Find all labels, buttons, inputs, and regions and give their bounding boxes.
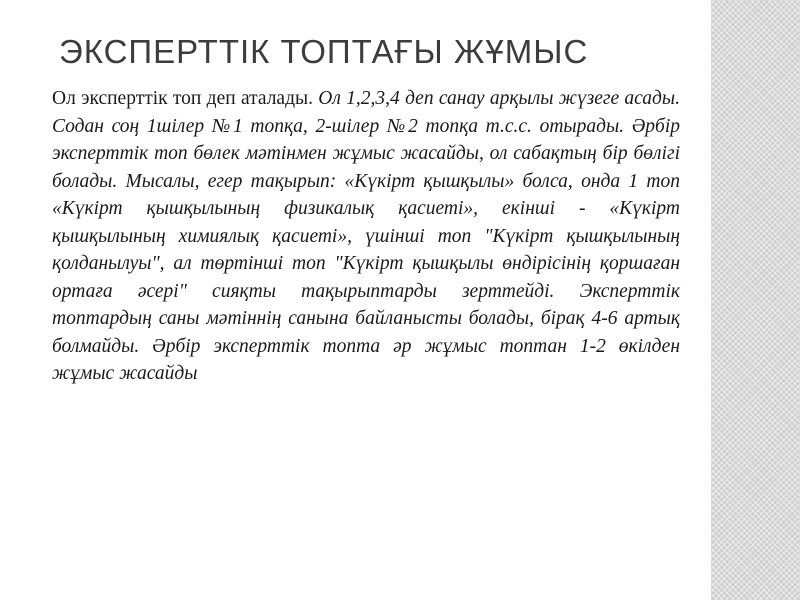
slide-body-paragraph xyxy=(52,85,680,388)
paragraph-italic-text: Ол 1,2,3,4 деп санау арқылы жүзеге асады. Содан соң 1шілер №1 топқа, 2-шілер №2 топқа т.с.с. отырады. Әрбір эксперттік топ бөлек мәтінмен жұмыс жасайды, ол сабақтың бір бөлігі болады. Мысалы, егер тақырып: «Күкірт қышқылы» болса, онда 1 топ «Күкірт қышқылының физикалық қасиеті», екінші - «Күкірт қышқылының химиялық қасиеті», үшінші топ "Күкірт қышқылының қолданылуы", ал төртінші топ "Күкірт қышқылы өндірісінің қоршаған ортаға әсері" сияқты тақырыптарды зерттейді. Эксперттік топтардың саны мәтіннің санына байланысты болады, бірақ 4-6 артық болмайды. Әрбір эксперттік топта әр жұмыс топтан 1-2 өкілден жұмыс жасайды xyxy=(52,88,680,384)
paragraph-normal-text: Ол эксперттік топ деп аталады. xyxy=(52,88,319,109)
slide-title: ЭКСПЕРТТІК ТОПТАҒЫ ЖҰМЫС xyxy=(59,33,589,70)
decorative-side-strip xyxy=(711,0,800,600)
